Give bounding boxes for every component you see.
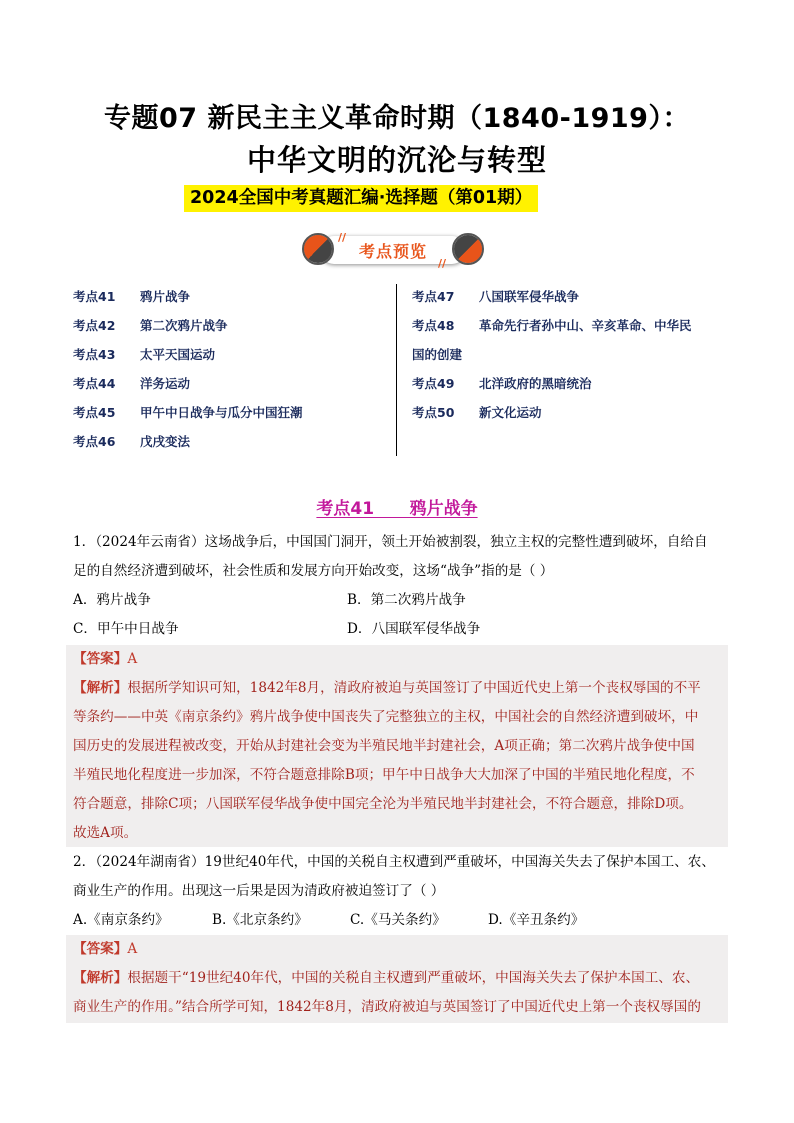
option-b[interactable]: B．第二次鸦片战争	[347, 592, 466, 608]
toc-divider	[396, 284, 397, 456]
toc-item[interactable]	[412, 316, 692, 334]
toc-item-name: 第二次鸦片战争	[140, 318, 228, 333]
toc-item-number: 考点47	[412, 289, 455, 304]
toc-item-continuation[interactable]	[412, 345, 462, 363]
toc-item-name: 革命先行者孙中山、辛亥革命、中华民	[479, 318, 692, 333]
subtitle-highlight: 2024全国中考真题汇编·选择题（第01期）	[184, 185, 538, 212]
analysis-line: 故选A项。	[73, 825, 138, 841]
toc-item-name: 八国联军侵华战争	[479, 289, 580, 304]
option-d[interactable]: D.《辛丑条约》	[488, 912, 585, 928]
answer-line	[73, 645, 137, 674]
toc-item-number: 考点42	[73, 318, 116, 333]
question-stem-line: 商业生产的作用。出现这一后果是因为清政府被迫签订了（ ）	[73, 883, 445, 899]
toc-item-number: 考点41	[73, 289, 116, 304]
toc-item[interactable]	[73, 345, 215, 363]
toc-item-name: 鸦片战争	[140, 289, 191, 304]
toc-item-number: 考点48	[412, 318, 455, 333]
answer-value: A	[127, 651, 138, 667]
toc-item-number: 考点43	[73, 347, 116, 362]
page-title-line2: 中华文明的沉沦与转型	[246, 143, 547, 177]
toc-item-name: 戊戌变法	[140, 434, 191, 449]
answer-value: A	[127, 941, 138, 957]
toc-item[interactable]	[73, 374, 190, 392]
option-a[interactable]: A．鸦片战争	[73, 592, 151, 608]
toc-item-number: 考点49	[412, 376, 455, 391]
analysis-line: 半殖民地化程度进一步加深，不符合题意排除B项；甲午中日战争大大加深了中国的半殖民地化程度，不	[73, 767, 695, 783]
toc-item-number: 考点46	[73, 434, 116, 449]
option-c[interactable]: C.《马关条约》	[350, 912, 446, 928]
toc-item[interactable]	[73, 403, 303, 421]
analysis-tag: 【解析】	[73, 680, 128, 696]
toc-item-name: 洋务运动	[140, 376, 191, 391]
section-heading	[0, 494, 794, 519]
page-title-line1: 专题07 新民主主义革命时期（1840-1919）：	[104, 103, 690, 134]
analysis-line: 国历史的发展进程被改变，开始从封建社会变为半殖民地半封建社会，A项正确；第二次鸦片战争使中国	[73, 738, 695, 754]
badge-label: 考点预览	[358, 242, 427, 261]
analysis-text: 根据所学知识可知，1842年8月，清政府被迫与英国签订了中国近代史上第一个丧权辱国的不平	[127, 680, 701, 696]
section-heading-text: 考点41 鸦片战争	[316, 499, 478, 519]
option-c[interactable]: C．甲午中日战争	[73, 621, 179, 637]
analysis-line: 符合题意，排除C项；八国联军侵华战争使中国完全沦为半殖民地半封建社会，不符合题意，排除D项。	[73, 796, 693, 812]
badge-slash-icon: //	[338, 231, 347, 244]
analysis-line	[73, 964, 699, 993]
toc-item-number: 考点44	[73, 376, 116, 391]
analysis-line: 等条约——中英《南京条约》鸦片战争使中国丧失了完整独立的主权，中国社会的自然经济遭到破坏，中	[73, 709, 699, 725]
toc-item[interactable]	[412, 403, 542, 421]
answer-line	[73, 935, 137, 964]
toc-item[interactable]	[412, 287, 579, 305]
toc-item[interactable]	[73, 287, 190, 305]
analysis-line: 商业生产的作用。”结合所学可知，1842年8月，清政府被迫与英国签订了中国近代史上第一个丧权辱国的	[73, 999, 701, 1015]
toc-item-name: 国的创建	[412, 347, 463, 362]
question-stem-line: 2．（2024年湖南省）19世纪40年代，中国的关税自主权遭到严重破坏，中国海关失去了保护本国工、农、	[73, 854, 715, 870]
question-stem-line: 足的自然经济遭到破坏，社会性质和发展方向开始改变，这场“战争”指的是（ ）	[73, 563, 554, 579]
toc-item[interactable]	[73, 432, 190, 450]
toc-item[interactable]	[73, 316, 228, 334]
question-stem-line: 1．（2024年云南省）这场战争后，中国国门洞开，领土开始被割裂，独立主权的完整性遭到破坏，自给自	[73, 534, 708, 550]
toc-item-name: 甲午中日战争与瓜分中国狂潮	[140, 405, 303, 420]
answer-tag: 【答案】	[73, 651, 128, 667]
analysis-tag: 【解析】	[73, 970, 128, 986]
toc-item-name: 太平天国运动	[140, 347, 216, 362]
option-b[interactable]: B.《北京条约》	[212, 912, 308, 928]
badge-slash-icon: //	[438, 257, 447, 270]
toc-item-number: 考点50	[412, 405, 455, 420]
analysis-line	[73, 674, 701, 703]
toc-item-name: 北洋政府的黑暗统治	[479, 376, 592, 391]
option-a[interactable]: A.《南京条约》	[73, 912, 169, 928]
preview-badge	[298, 233, 488, 269]
toc-item[interactable]	[412, 374, 592, 392]
option-d[interactable]: D．八国联军侵华战争	[347, 621, 481, 637]
toc-item-name: 新文化运动	[479, 405, 542, 420]
toc-item-number: 考点45	[73, 405, 116, 420]
answer-tag: 【答案】	[73, 941, 128, 957]
analysis-text: 根据题干“19世纪40年代，中国的关税自主权遭到严重破坏，中国海关失去了保护本国工、农、	[127, 970, 700, 986]
